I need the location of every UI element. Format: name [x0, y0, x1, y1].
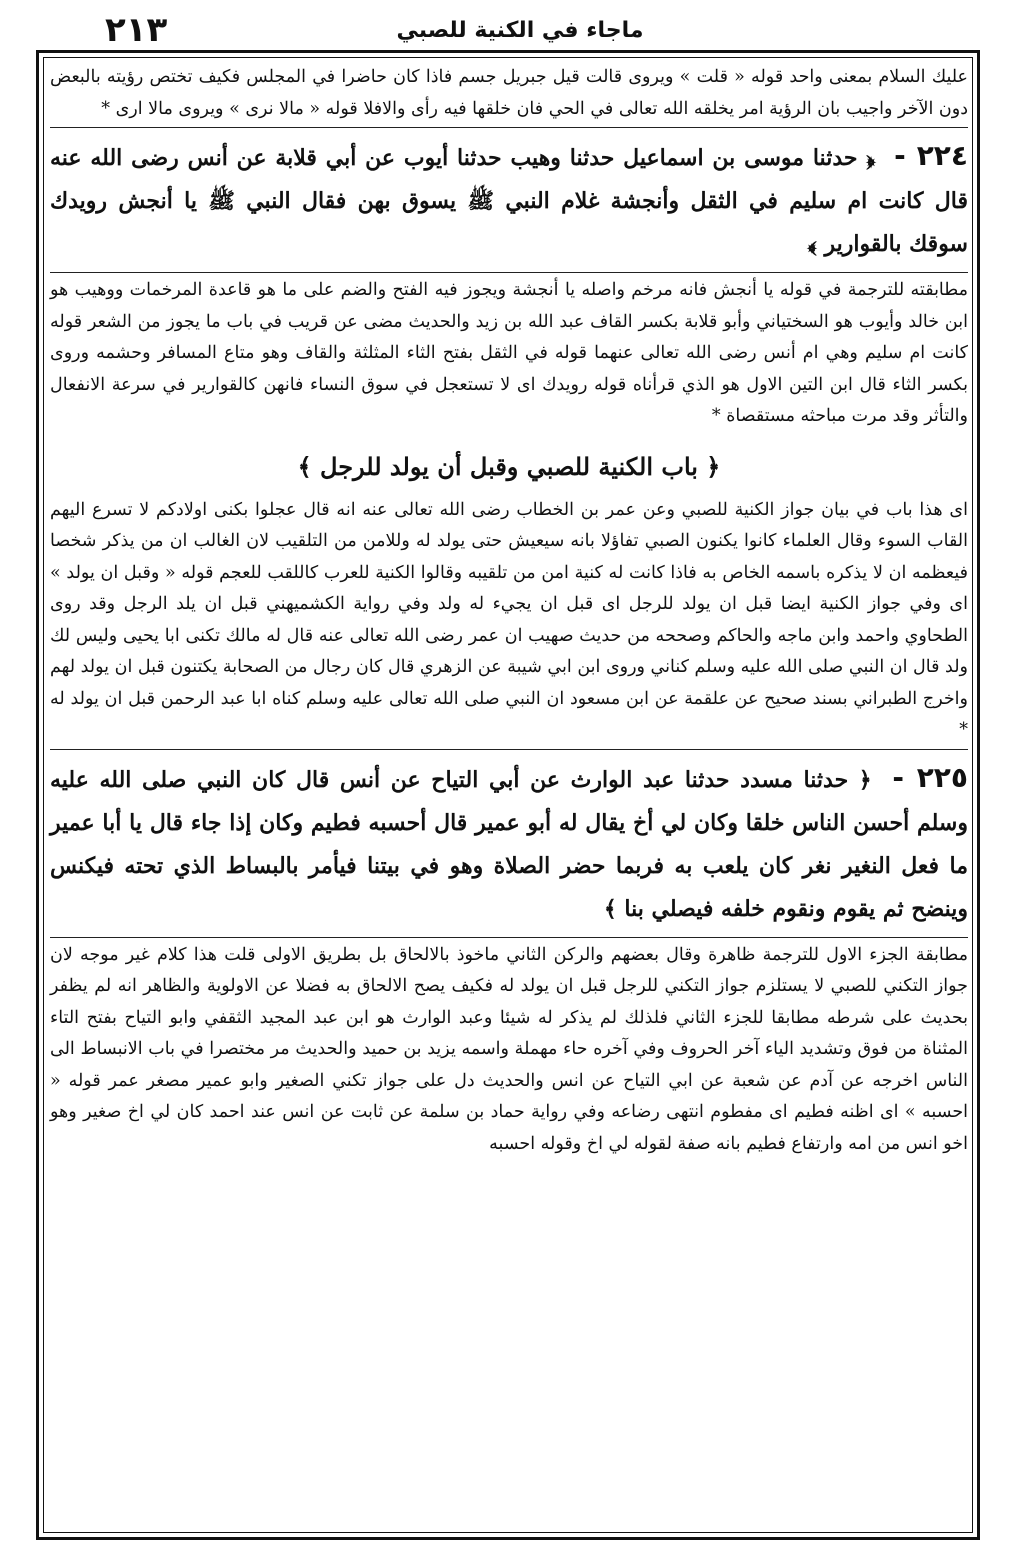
hadith-225: [50, 756, 968, 931]
hadith-number-224: ٢٢٤ -: [894, 139, 968, 172]
commentary-paragraph-2: مطابقته للترجمة في قوله يا أنجش فانه مرخم واصله يا أنجشة ويجوز فيه الفتح والضم على ما هو قاعدة المرخمات ووهيب هو ابن خالد وأيوب هو السختياني وأبو قلابة بكسر القاف عبد الله بن زيد والحديث مضى عن قريب في باب ما يجوز من الشعر قوله كانت ام سليم وهي ام أنس رضى الله تعالى عنهما قوله في الثقل بفتح الثاء المثلثة والقاف وهو متاع المسافر وحشمه وروى بكسر الثاء قال ابن التين الاول هو الذي قرأناه قوله رويدك اى لا تستعجل في سوق النساء فانهن كالقوارير في سرعة الانفعال والتأثر وقد مرت مباحثه مستقصاة *: [50, 280, 968, 426]
divider: [50, 127, 968, 128]
divider: [50, 937, 968, 938]
commentary-paragraph-1: عليك السلام بمعنى واحد قوله « قلت » ويروى قالت قيل جبريل جسم فاذا كان حاضرا في المجلس فكيف تختص رؤيته بالبعض دون الآخر واجيب بان الرؤية امر يخلقه الله تعالى في الحي فان خلقها فيه رأى والافلا قوله « مالا نرى » ويروى مالا ارى *: [50, 67, 968, 119]
running-head: ماجاء في الكنية للصبي: [396, 18, 644, 43]
hadith-number-225: ٢٢٥ -: [892, 760, 968, 794]
hadith-text-225: ﴿ حدثنا مسدد حدثنا عبد الوارث عن أبي التياح عن أنس قال كان النبي صلى الله عليه وسلم أحسن الناس خلقا وكان لي أخ يقال له أبو عمير قال أحسبه فطيم وكان إذا جاء قال يا أبا عمير ما فعل النغير نغر كان يلعب به فربما حضر الصلاة وهو في بيتنا فيأمر بالبساط الذي تحته فيكنس وينضح ثم يقوم ونقوم خلفه فيصلي بنا ﴾: [50, 766, 968, 922]
divider: [50, 272, 968, 273]
page-number: ٢١٣: [105, 10, 168, 50]
hadith-224: [50, 134, 968, 266]
hadith-text-224: ﴿ حدثنا موسى بن اسماعيل حدثنا وهيب حدثنا أيوب عن أبي قلابة عن أنس رضى الله عنه قال كانت ام سليم في الثقل وأنجشة غلام النبي ﷺ يسوق بهن فقال النبي ﷺ يا أنجش رويدك سوقك بالقوارير ﴾: [50, 145, 968, 257]
page-body: [50, 62, 968, 1160]
commentary-paragraph-3: اى هذا باب في بيان جواز الكنية للصبي وعن عمر بن الخطاب رضى الله تعالى عنه انه قال عجلوا بكنى اولادكم لا تسرع اليهم القاب السوء وقال العلماء كانوا يكنون الصبي تفاؤلا بانه سيعيش حتى يولد له وللامن من التلقيب لان الغالب ان من يذكر شخصا فيعظمه ان لا يذكره باسمه الخاص به فاذا كانت له كنية امن من تلقيبه وقالوا الكنية للعرب كاللقب للعجم قوله « وقبل ان يولد » اى وفي جواز الكنية ايضا قبل ان يولد للرجل اى قبل ان يجيء له ولد وفي رواية الكشميهني قبل ان يلد الرجل وقد روى الطحاوي واحمد وابن ماجه والحاكم وصححه من حديث صهيب ان عمر رضى الله تعالى عنه قال له مالك تكنى ابا يحيى وليس لك ولد قال ان النبي صلى الله عليه وسلم كناني وروى ابن ابي شيبة عن الزهري قال كان رجال من الصحابة يكتنون قبل ان يولد لهم واخرج الطبراني بسند صحيح عن علقمة عن ابن مسعود ان النبي صلى الله تعالى عليه وسلم كناه ابا عبد الرحمن قبل ان يولد له *: [50, 499, 968, 740]
divider: [50, 749, 968, 750]
commentary-paragraph-4: مطابقة الجزء الاول للترجمة ظاهرة وقال بعضهم والركن الثاني ماخوذ بالالحاق بل بطريق الاولى قلت هذا كلام غير موجه لان جواز التكني للصبي لا يستلزم جواز التكني للرجل قبل ان يولد له فكيف يصح الالحاق به فضلا عن الاولوية والظاهر انه لم يظفر بحديث على شرطه مطابقا للجزء الثاني فلذلك لم يذكر له شيئا وعبد الوارث هو ابن عبد المجيد الثقفي وابو التياح بفتح التاء المثناة من فوق وتشديد الياء آخر الحروف وفي آخره حاء مهملة واسمه يزيد بن حميد والحديث مر مختصرا في باب الانبساط الى الناس اخرجه عن آدم عن شعبة عن ابي التياح عن انس والحديث دل على جواز تكني الصغير وابو عمير مصغر عمر قوله « احسبه » اى اظنه فطيم اى مفطوم انتهى رضاعه وفي رواية حماد بن سلمة عن ثابت عن انس عند احمد كان لي اخ صغير وهو اخو انس من امه وارتفاع فطيم بانه صفة لقوله لي اخ وقوله احسبه: [50, 944, 968, 1154]
chapter-heading: ﴿ باب الكنية للصبي وقبل أن يولد للرجل ﴾: [297, 451, 721, 481]
page-header: [40, 6, 1000, 50]
